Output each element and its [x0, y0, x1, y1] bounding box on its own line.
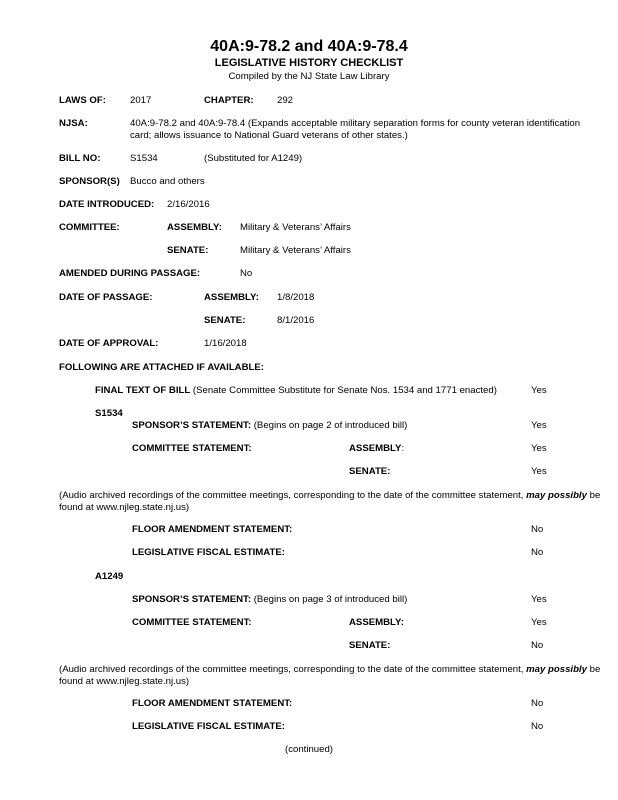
s1534-audio-note	[59, 490, 609, 514]
s1534-fiscal-value: No	[531, 547, 544, 558]
s1534-floor-label: FLOOR AMENDMENT STATEMENT:	[132, 524, 293, 535]
a1249-senate-value: No	[531, 640, 544, 651]
s1534-sponsor-note: (Begins on page 2 of introduced bill)	[253, 420, 408, 431]
bill-no-note: (Substituted for A1249)	[204, 153, 303, 164]
passage-senate-value: 8/1/2016	[277, 315, 315, 326]
audio-note-before: (Audio archived recordings of the committee meetings, corresponding to the date of the committee statement,	[59, 664, 527, 675]
laws-of-value: 2017	[130, 95, 152, 106]
a1249-sponsor-value: Yes	[531, 594, 547, 605]
committee-senate-value: Military & Veterans’ Affairs	[240, 245, 351, 256]
continued-note: (continued)	[285, 744, 333, 755]
page-subtitle: LEGISLATIVE HISTORY CHECKLIST	[214, 57, 404, 69]
a1249-audio-note	[59, 664, 609, 688]
njsa-label: NJSA:	[59, 118, 88, 129]
passage-assembly-value: 1/8/2018	[277, 292, 315, 303]
s1534-senate-label: SENATE:	[349, 466, 391, 477]
final-text-value: Yes	[531, 385, 547, 396]
audio-note-after: be found at www.njleg.state.nj.us)	[59, 664, 601, 687]
s1534-sponsor-label: SPONSOR’S STATEMENT:	[132, 420, 252, 431]
audio-note-before: (Audio archived recordings of the committee meetings, corresponding to the date of the committee statement,	[59, 490, 527, 501]
s1534-floor-value: No	[531, 524, 544, 535]
s1534-assembly-label: ASSEMBLY	[349, 443, 402, 454]
approval-value: 1/16/2018	[204, 338, 247, 349]
attached-heading: FOLLOWING ARE ATTACHED IF AVAILABLE:	[59, 362, 264, 373]
a1249-heading: A1249	[95, 571, 124, 582]
chapter-value: 292	[277, 95, 294, 106]
audio-note-emphasis: may possibly	[526, 664, 587, 675]
committee-label: COMMITTEE:	[59, 222, 120, 233]
amended-value: No	[240, 268, 253, 279]
a1249-sponsor-label: SPONSOR’S STATEMENT:	[132, 594, 252, 605]
a1249-assembly-value: Yes	[531, 617, 547, 628]
s1534-sponsor-row	[132, 420, 407, 432]
passage-label: DATE OF PASSAGE:	[59, 292, 153, 303]
bill-no-value: S1534	[130, 153, 158, 164]
audio-note-emphasis: may possibly	[526, 490, 587, 501]
s1534-fiscal-label: LEGISLATIVE FISCAL ESTIMATE:	[132, 547, 285, 558]
committee-assembly-label: ASSEMBLY:	[167, 222, 222, 233]
date-introduced-value: 2/16/2016	[167, 199, 210, 210]
sponsor-value: Bucco and others	[130, 176, 205, 187]
passage-senate-label: SENATE:	[204, 315, 246, 326]
a1249-sponsor-row	[132, 594, 407, 606]
laws-of-label: LAWS OF:	[59, 95, 106, 106]
sponsor-label: SPONSOR(S)	[59, 176, 120, 187]
a1249-senate-label: SENATE:	[349, 640, 391, 651]
a1249-sponsor-note: (Begins on page 3 of introduced bill)	[253, 594, 408, 605]
a1249-floor-label: FLOOR AMENDMENT STATEMENT:	[132, 698, 293, 709]
a1249-committee-label: COMMITTEE STATEMENT:	[132, 617, 252, 628]
bill-no-label: BILL NO:	[59, 153, 101, 164]
a1249-floor-value: No	[531, 698, 544, 709]
page-title: 40A:9-78.2 and 40A:9-78.4	[210, 38, 408, 55]
s1534-sponsor-value: Yes	[531, 420, 547, 431]
date-introduced-label: DATE INTRODUCED:	[59, 199, 155, 210]
approval-label: DATE OF APPROVAL:	[59, 338, 159, 349]
s1534-heading: S1534	[95, 408, 123, 419]
final-text-note: (Senate Committee Substitute for Senate Nos. 1534 and 1771 enacted)	[192, 385, 497, 396]
s1534-assembly-label-row	[349, 443, 404, 455]
s1534-assembly-colon: :	[401, 443, 405, 454]
a1249-fiscal-label: LEGISLATIVE FISCAL ESTIMATE:	[132, 721, 285, 732]
passage-assembly-label: ASSEMBLY:	[204, 292, 259, 303]
s1534-senate-value: Yes	[531, 466, 547, 477]
final-text-row	[95, 385, 497, 397]
s1534-assembly-value: Yes	[531, 443, 547, 454]
s1534-committee-label: COMMITTEE STATEMENT:	[132, 443, 252, 454]
amended-label: AMENDED DURING PASSAGE:	[59, 268, 201, 279]
compiled-by: Compiled by the NJ State Law Library	[228, 71, 390, 82]
a1249-fiscal-value: No	[531, 721, 544, 732]
final-text-label: FINAL TEXT OF BILL	[95, 385, 191, 396]
a1249-assembly-label: ASSEMBLY:	[349, 617, 404, 628]
committee-assembly-value: Military & Veterans’ Affairs	[240, 222, 351, 233]
chapter-label: CHAPTER:	[204, 95, 254, 106]
committee-senate-label: SENATE:	[167, 245, 209, 256]
audio-note-after: be found at www.njleg.state.nj.us)	[59, 490, 601, 513]
njsa-value: 40A:9-78.2 and 40A:9-78.4 (Expands acceptable military separation forms for county veteran identification card; allows issuance to National Guard veterans of other states.)	[130, 118, 581, 141]
